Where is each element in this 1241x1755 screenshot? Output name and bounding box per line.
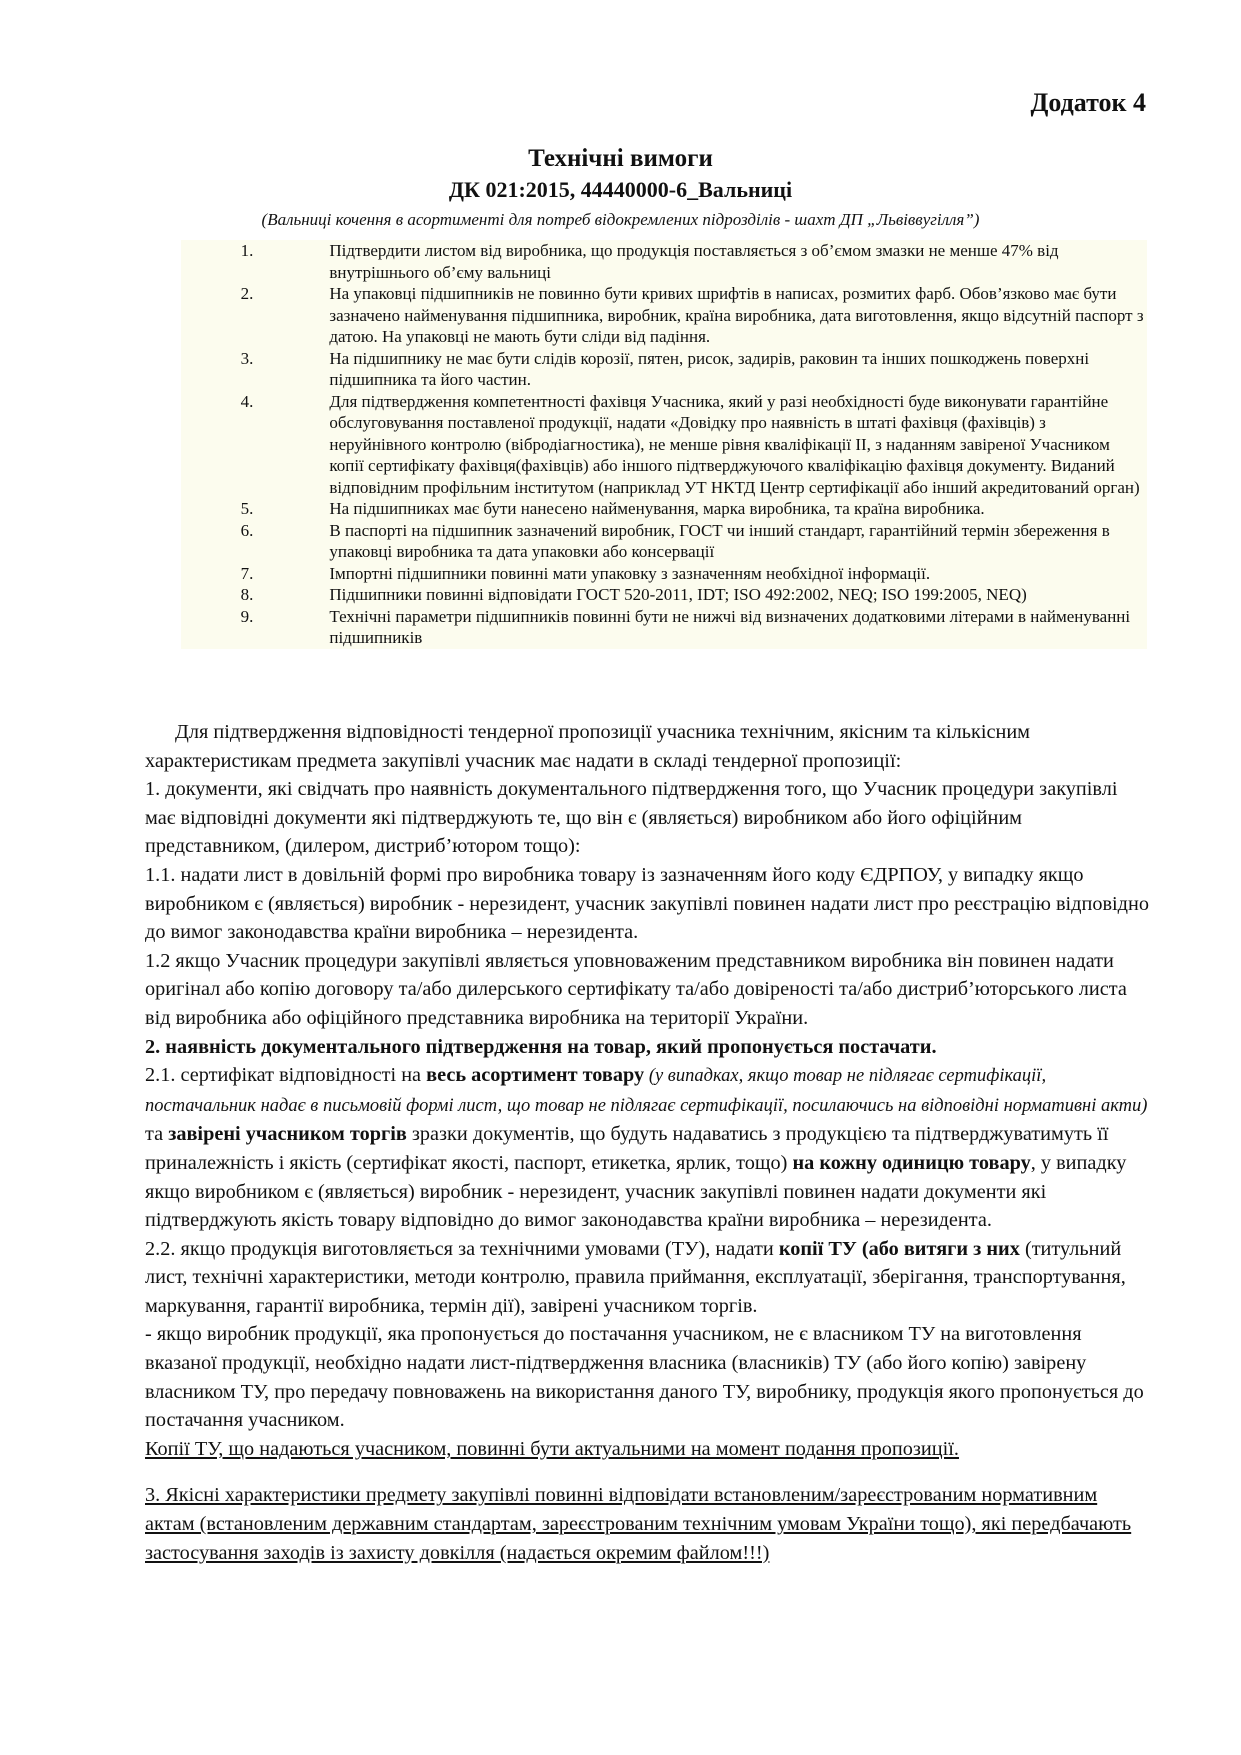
requirement-number: 6. <box>240 520 254 540</box>
requirement-text: Підтвердити листом від виробника, що продукція поставляється з об’ємом змазки не менше 47% від внутрішнього об’єму вальниці <box>329 241 1059 282</box>
requirement-text: На упаковці підшипників не повинно бути кривих шрифтів в написах, розмитих фарб. Обов’язково має бути зазначено найменування підшипника, виробник, країна виробника, дата виготовлення, якщо відсутній паспорт з датою. На упаковці не мають бути сліди від падіння. <box>329 284 1144 346</box>
requirement-item <box>181 348 1147 391</box>
intro-paragraph: Для підтвердження відповідності тендерної пропозиції учасника технічним, якісним та кількісним характеристикам предмета закупівлі учасник має надати в складі тендерної пропозиції: <box>145 721 1031 772</box>
requirement-text: На підшипниках має бути нанесено найменування, марка виробника, та країна виробника. <box>329 499 985 518</box>
paragraph-2-2 <box>145 1235 1150 1321</box>
text-run: 2.2. якщо продукція виготовляється за технічними умовами (ТУ), надати <box>145 1237 779 1260</box>
requirement-text: На підшипнику не має бути слідів корозії, пятен, рисок, задирів, раковин та інших пошкоджень поверхні підшипника та його частин. <box>329 348 1090 389</box>
text-run: та <box>145 1123 169 1146</box>
text-run-bold: копії ТУ (або витяги з них <box>778 1237 1020 1260</box>
requirement-number: 7. <box>240 563 254 583</box>
paragraph-2-4: Копії ТУ, що надаються учасником, повинні бути актуальними на момент подання пропозиції. <box>145 1437 959 1460</box>
text-run-bold: на кожну одиницю товару <box>792 1151 1031 1174</box>
paragraph-2-1 <box>145 1061 1150 1235</box>
requirements-list <box>181 240 1147 649</box>
annex-label: Додаток 4 <box>1030 88 1146 117</box>
requirement-item <box>181 498 1147 520</box>
requirement-item <box>181 283 1147 348</box>
body-text <box>145 718 1150 1567</box>
requirement-number: 9. <box>240 606 254 626</box>
paragraph-2-heading: 2. наявність документального підтвердження на товар, який пропонується постачати. <box>145 1035 937 1058</box>
subtitle: (Вальниці кочення в асортименті для потреб відокремлених підрозділів - шахт ДП „Львіввугілля”) <box>261 210 980 229</box>
requirement-number: 8. <box>240 585 254 604</box>
requirement-text: Для підтвердження компетентності фахівця Учасника, який у разі необхідності буде виконувати гарантійне обслуговування поставленої продукції, надати «Довідку про наявність в штаті фахівця (фахівців) з неруйнівного контролю (вібродіагностика), не менше рівня кваліфікації ІІ, з наданням завіреної Учасником копії сертифікату фахівця(фахівців) або іншого підтверджуючого кваліфікацію фахівця документу. Виданий відповідним профільним інститутом (наприклад УТ НКТД Центр сертифікації або інший акредитований орган) <box>329 391 1140 497</box>
classification-code: ДК 021:2015, 44440000-6_Вальниці <box>448 177 793 202</box>
paragraph-2-3: - якщо виробник продукції, яка пропонується до постачання учасником, не є власником ТУ на виготовлення вказаної продукції, необхідно надати лист-підтвердження власника (власників) ТУ (або його копію) завірену власником ТУ, про передачу повноважень на використання даного ТУ, виробнику, продукція якого пропонується до постачання учасником. <box>145 1323 1144 1432</box>
requirement-number: 3. <box>240 348 254 368</box>
requirement-number: 5. <box>240 499 254 518</box>
requirement-item <box>181 584 1147 606</box>
text-run-bold: завірені учасником торгів <box>168 1123 407 1146</box>
requirement-item <box>181 391 1147 499</box>
text-run-italic: (у випадках, якщо товар не підлягає сертифікації, постачальник надає в письмовій формі лист, що товар не підлягає сертифікації, посилаючись на відповідні нормативні акти) <box>145 1066 1148 1116</box>
requirement-text: Технічні параметри підшипників повинні бути не нижчі від визначених додатковими літерами в найменуванні підшипників <box>329 606 1131 647</box>
requirement-number: 1. <box>240 241 254 260</box>
paragraph-3: 3. Якісні характеристики предмету закупівлі повинні відповідати встановленим/зареєстрованим нормативним актам (встановленим державним стандартам, зареєстрованим технічним умовам України тощо), які передбачають застосування заходів із захисту довкілля (надається окремим файлом!!!) <box>145 1484 1132 1564</box>
requirement-text: Імпортні підшипники повинні мати упаковку з зазначенням необхідної інформації. <box>329 563 931 583</box>
requirement-number: 4. <box>240 391 254 411</box>
requirement-item <box>181 606 1147 649</box>
text-run-bold: весь асортимент товару <box>426 1064 645 1087</box>
requirement-item <box>181 520 1147 563</box>
spacer <box>145 1463 1150 1481</box>
paragraph-1-2: 1.2 якщо Учасник процедури закупівлі являється уповноваженим представником виробника він повинен надати оригінал або копію договору та/або дилерського сертифікату та/або довіреності та/або дистриб’юторського листа від виробника або офіційного представника виробника на території України. <box>145 949 1127 1029</box>
requirement-text: Підшипники повинні відповідати ГОСТ 520-2011, IDT; ISO 492:2002, NEQ; ISO 199:2005, NEQ) <box>329 585 1027 604</box>
requirement-item <box>181 240 1147 283</box>
text-run: зразки документів, що будуть надаватись з продукцією та підтверджуватимуть її приналежність і якість (сертифікат якості, паспорт, етикетка, ярлик, тощо) <box>145 1123 1109 1174</box>
text-run: , у випадку якщо виробником є (являється) виробник - нерезидент, учасник закупівлі повинен надати документи які підтверджують якість товару відповідно до вимог законодавства країни виробника – нерезидента. <box>145 1151 1127 1232</box>
requirement-text: В паспорті на підшипник зазначений виробник, ГОСТ чи інший стандарт, гарантійний термін збереження в упаковці виробника та дата упаковки або консервації <box>329 520 1110 561</box>
requirement-item <box>181 563 1147 585</box>
paragraph-1-1: 1.1. надати лист в довільній формі про виробника товару із зазначенням його коду ЄДРПОУ, у випадку якщо виробником є (являється) виробник - нерезидент, учасник закупівлі повинен надати лист про реєстрацію відповідно до вимог законодавства країни виробника – нерезидента. <box>145 863 1149 944</box>
text-run: 2.1. сертифікат відповідності на <box>145 1064 427 1087</box>
page-title: Технічні вимоги <box>528 145 713 172</box>
text-run: (титульний лист, технічні характеристики, методи контролю, правила приймання, експлуатації, зберігання, транспортування, маркування, гарантії виробника, термін дії), завірені учасником торгів. <box>145 1237 1126 1317</box>
requirement-number: 2. <box>240 284 254 303</box>
paragraph-1: 1. документи, які свідчать про наявність документального підтвердження того, що Учасник процедури закупівлі має відповідні документи які підтверджують те, що він є (являється) виробником або його офіційним представником, (дилером, дистриб’ютором тощо): <box>145 778 1118 858</box>
